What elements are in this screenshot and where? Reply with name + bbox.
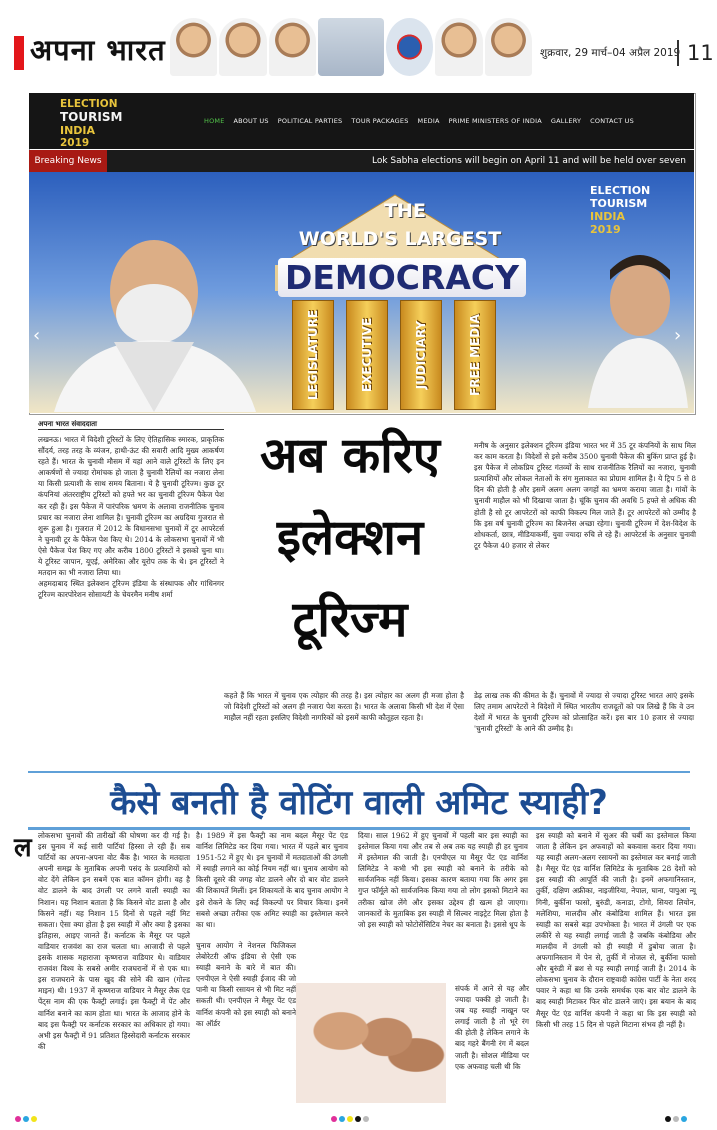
newspaper-brand: अपना भारत: [30, 33, 166, 67]
logo-line: ELECTION: [60, 98, 118, 110]
article2-column-2: है। 1989 में इस फैक्ट्री का नाम बदल मैसूर पेंट एंड वार्निश लिमिटेड कर दिया गया। भारत में पहले बार चुनाव 1951-52 में हुए थे। इन चुनावों में मतदाताओं की उंगली में स्याही लगाने का कोई नियम नहीं था। चुनाव आयोग को किसी दूसरे की जगह वोट डालने और दो बार वोट डालने की शिकायतें मिलीं। इन शिकायतों के बाद चुनाव आयोग ने इसे रोकने के लिए कई विकल्पों पर विचार किया। इनमें सबसे अच्छा तरीका एक अमिट स्याही का इस्तेमाल करने का था।: [196, 831, 348, 929]
headline-line: अब करिए: [260, 427, 440, 484]
badge-line: ELECTION: [590, 184, 651, 197]
logo-line: TOURISM: [60, 110, 123, 124]
pillar-executive: [346, 300, 388, 410]
registration-marks: [330, 1107, 370, 1126]
reg-dot: [331, 1116, 337, 1122]
nav-item-about[interactable]: ABOUT US: [233, 117, 269, 125]
leader-portrait-right: [588, 240, 688, 408]
pillar-label: LEGISLATURE: [306, 309, 320, 401]
badge-line: INDIA: [590, 210, 626, 223]
leader-photo: [170, 18, 217, 76]
slider-next-arrow-icon[interactable]: ›: [674, 325, 682, 346]
article2-column-3: दिया। साल 1962 में हुए चुनावों में पहली बार इस स्याही का इस्तेमाल किया गया और तब से अब तक यह स्याही ही हर चुनाव में इस्तेमाल की जाती है। एनपीएल या मैसूर पेंट एंड वार्निश लिमिटेड ने कभी भी इस स्याही को बनाने के तरीके को सार्वजनिक नहीं किया। इसका कारण बताया गया कि अगर इस गुप्त फॉर्मूले को सार्वजनिक किया गया तो लोग इसको मिटाने का तरीका खोज लेंगे और इसका उद्देश्य ही खत्म हो जाएगा। जानकारों के मुताबिक इस स्याही में सिल्वर नाइट्रेट मिला होता है जो इस स्याही को फोटोसेंसिटिव नेचर का बनाता है। इससे धूप के: [358, 831, 528, 929]
pillar-label: FREE MEDIA: [468, 314, 482, 396]
reg-dot: [23, 1116, 29, 1122]
slider-badge: [590, 184, 685, 244]
drop-cap: ल: [14, 833, 32, 863]
masthead-red-bar: [14, 36, 24, 70]
logo-line: 2019: [60, 137, 90, 149]
headline-line: इलेक्शन: [276, 509, 424, 566]
reg-dot: [673, 1116, 679, 1122]
article-paragraph: डेढ़ लाख तक की कीमत के हैं। चुनावों में ज्यादा से ज्यादा टूरिस्ट भारत आएं इसके लिए तमाम आपरेटरों ने विदेशों में स्थित भारतीय राजदूतों को पत्र लिखे हैं कि वे उन देशों में भारत के चुनावी टूरिज्म को प्रोत्साहित करें। इस बार 10 हजार से ज्यादा 'चुनावी टूरिस्टों' के आने की उम्मीद है।: [474, 691, 694, 734]
article-paragraph: लखनऊ। भारत में विदेशी टूरिस्टों के लिए ऐतिहासिक स्मारक, प्राकृतिक सौंदर्य, तरह तरह के व्यंजन, हाथी-ऊंट की सवारी आदि मुख्य आकर्षण रहते हैं। भारत के चुनावी मौसम में यहां आने वाले टूरिस्टों के लिए इन आकर्षणों से ज्यादा रोमांचक हो जाता है चुनावी रैलियों का नजारा लेना या किसी प्रत्याशी के साथ समय बिताना। ये है चुनावी टूरिज्म। कुछ टूर कंपनियां अंतरराष्ट्रीय टूरिस्टों को हफ्ते भर का चुनावी टूरिज्म पैकेज पेश कर रही हैं। इस पैकेज में पारंपरिक भ्रमण के अलावा राजनीतिक चुनाव प्रचार का नजारा लेना शामिल है। चुनावी टूरिज्म का अग्रदिया गुजरात से शुरू हुआ है। गुजरात में 2012 के विधानसभा चुनावों में टूर आपरेटर्स ने चुनावी टूर के पैकेज पेश किए थे। 2014 के लोकसभा चुनावों में भी ऐसे पैकेज पेश किए गए और करीब 1800 टूरिस्टों ने इसको चुना था। ये टूरिस्ट जापान, यूएई, अमेरिका और यूरोप तक के थे। इन टूरिस्टों ने मतदान का भी नजारा लिया था।: [38, 435, 224, 578]
nav-item-tours[interactable]: TOUR PACKAGES: [351, 117, 409, 125]
publication-date: शुक्रवार, 29 मार्च–04 अप्रैल 2019: [540, 47, 681, 59]
article2-column-1: लोकसभा चुनावों की तारीखों की घोषणा कर दी गई है। इस चुनाव में कई सारी पार्टियां हिस्सा ले रही हैं। सब पार्टियों का अपना-अपना वोट बैंक है। भारत के मतदाता अपनी समझ के मुताबिक अपनी पसंद के प्रत्याशियों को वोट देंगे लेकिन इन सबमें एक बात कॉमन होगी। वह है वोट डालने के बाद उंगली पर लगने वाली स्याही का निशान। यह निशान बताता है कि किसने वोट डाला है और किसने नहीं। यह निशान 15 दिनों से पहले नहीं मिट सकता। ऐसा क्या होता है इस स्याही में और क्या है इसका इतिहास, आइए जानते हैं। कर्नाटक के मैसूर पर पहले वाडियार राजवंश का राज चलता था। आजादी से पहले इसके शासक महाराजा कृष्णराज वाडियार थे। वाडियार राजवंश विश्व के सबसे अमीर राजघरानों में से एक था। इस राजघराने के पास खुद की सोने की खान (गोल्ड माइन) थी। 1937 में कृष्णराज वाडियार ने मैसूर लैक एंड पेंट्स नाम की एक फैक्ट्री लगाई। इस फैक्ट्री में पेंट और वार्निश बनाने का काम होता था। भारत के आजाद होने के बाद इस फैक्ट्री पर कर्नाटक सरकार का अधिकार हो गया। अभी इस फैक्ट्री में 91 प्रतिशत हिस्सेदारी कर्नाटक सरकार की: [38, 831, 190, 1051]
parliament-photo: [318, 18, 384, 76]
byline-divider: [38, 429, 224, 430]
leader-photo: [485, 18, 532, 76]
logo-line: INDIA: [60, 124, 96, 137]
article2-headline: कैसे बनती है वोटिंग वाली अमिट स्याही?: [110, 783, 608, 823]
article2-column-3b: संपर्क में आने से यह और ज्यादा पक्की हो जाती है। जब यह स्याही नाखून पर लगाई जाती है तो भूरे रंग की होती है लेकिन लगाने के बाद गहरे बैंगनी रंग में बदल जाती है। सोशल मीडिया पर एक अफवाह चली थी कि: [455, 984, 529, 1071]
article-byline: अपना भारत संवाददाता: [38, 420, 97, 428]
leader-photo: [269, 18, 316, 76]
slider-title: THE: [384, 200, 426, 222]
breaking-news-label: Breaking News: [29, 150, 107, 172]
reg-dot: [15, 1116, 21, 1122]
page-number: 11: [677, 40, 714, 66]
pillar-legislature: [292, 300, 334, 410]
nav-item-media[interactable]: MEDIA: [417, 117, 440, 125]
article-paragraph: अहमदाबाद स्थित इलेक्शन टूरिज्म इंडिया के संस्थापक और गांधिनगर टूरिज्म कारपोरेशन सोसायटी के चेयरमैन मनीष शर्मा: [38, 579, 224, 600]
reg-dot: [665, 1116, 671, 1122]
inked-finger-photo: [296, 983, 446, 1103]
article2-column-2b: चुनाव आयोग ने नेशनल फिजिकल लेबोरेटरी ऑफ इंडिया से ऐसी एक स्याही बनाने के बारे में बात की। एनपीएल ने ऐसी स्याही ईजाद की जो पानी या किसी रसायन से भी मिट नहीं सकती थी। एनपीएल ने मैसूर पेंट एंड वार्निश कंपनी को इस स्याही को बनाने का ऑर्डर: [196, 941, 296, 1028]
article1-left-column: [38, 434, 224, 760]
website-nav: [204, 117, 634, 125]
article1-headline: [230, 415, 470, 661]
registration-marks: [664, 1107, 688, 1126]
article-paragraph: कहते हैं कि भारत में चुनाव एक त्योहार की तरह है। इस त्योहार का अलग ही मजा होता है जो विदेशी टूरिस्टों को अलग ही नजारा पेश करता है। भारत के अलावा किसी भी देश में ऐसा माहौल नहीं रहता इसलिए विदेशी नागरिकों को इसमें काफी कौतूहल रहता है।: [224, 691, 464, 723]
leader-portrait-left: [34, 222, 264, 412]
reg-dot: [31, 1116, 37, 1122]
reg-dot: [347, 1116, 353, 1122]
slider-title-democracy: DEMOCRACY: [278, 258, 526, 297]
badge-line: TOURISM: [590, 197, 648, 210]
headline-rule-top: [28, 771, 690, 773]
breaking-news-ticker[interactable]: Lok Sabha elections will begin on April 11 and will be held over seven: [372, 156, 687, 166]
article1-bottom-row: [224, 690, 694, 750]
badge-line: 2019: [590, 223, 621, 236]
slider-prev-arrow-icon[interactable]: ‹: [33, 325, 41, 346]
pillar-label: EXECUTIVE: [360, 317, 374, 393]
nav-item-parties[interactable]: POLITICAL PARTIES: [277, 117, 343, 125]
article2-column-4: इस स्याही को बनाने में सुअर की चर्बी का इस्तेमाल किया जाता है लेकिन इन अफवाहों को बकवास करार दिया गया। यह स्याही अलग-अलग रसायनों का इस्तेमाल कर बनाई जाती है। मैसूर पेंट एंड वार्निश लिमिटेड के मुताबिक 28 देशों को इस स्याही की आपूर्ति की जाती है। इनमें अफगानिस्तान, तुर्की, दक्षिण अफ्रीका, नाइजीरिया, नेपाल, घाना, पापुआ न्यू गिनी, बुर्कीना फासो, बुरुंडी, कनाडा, टोगो, सियरा लियोन, मलेशिया, मालदीव और कंबोडिया शामिल हैं। भारत इस स्याही का सबसे बड़ा उपभोक्ता है। भारत में उंगली पर एक लकीरें से यह स्याही लगाई जाती है जबकि कंबोडिया और मालदीव में उंगली को ही स्याही में डुबोया जाता है। अफगानिस्तान में पेन से, तुर्की में नोजल से, बुर्कीना फासो और बुरुंडी में ब्रश से यह स्याही लगाई जाती है। 2014 के लोकसभा चुनाव के दौरान राष्ट्रवादी कांग्रेस पार्टी के नेता शरद पवार ने कहा था कि उनके समर्थक एक बार वोट डालने के बाद स्याही मिटाकर फिर वोट डालने जाएं। इस बयान के बाद मैसूर पेंट एंड वार्निश कंपनी ने कहा था कि इस स्याही को किसी भी तरह 15 दिन से पहले मिटाना संभव ही नहीं है।: [536, 831, 696, 1029]
nav-item-contact[interactable]: CONTACT US: [590, 117, 634, 125]
headline-line: टूरिज्म: [292, 591, 408, 648]
nav-item-prime-ministers[interactable]: PRIME MINISTERS OF INDIA: [448, 117, 542, 125]
leader-photo: [435, 18, 482, 76]
registration-marks: [14, 1107, 38, 1126]
reg-dot: [355, 1116, 361, 1122]
election-logo-icon: [386, 18, 433, 76]
pillar-judiciary: [400, 300, 442, 410]
slider-title: WORLD'S LARGEST: [298, 228, 502, 250]
pillar-free-media: [454, 300, 496, 410]
nav-item-gallery[interactable]: GALLERY: [550, 117, 582, 125]
pillar-label: JUDICIARY: [414, 320, 428, 390]
reg-dot: [681, 1116, 687, 1122]
reg-dot: [339, 1116, 345, 1122]
reg-dot: [363, 1116, 369, 1122]
leader-photo: [219, 18, 266, 76]
article1-right-column: मनीष के अनुसार इलेक्शन टूरिज्म इंडिया भारत भर में 35 टूर कंपनियों के साथ मिल कर काम करता है। विदेशों से इसे करीब 3500 चुनावी पैकेज की बुकिंग प्राप्त हुई है। इस पैकेज में लोकप्रिय टूरिस्ट गंतव्यों के साथ राजनीतिक रैलियों का नजारा, चुनावी प्रत्याशियों और लोकल नेताओं के संग मुलाकात का प्रोग्राम शामिल है। ये ट्रिप 5 से 8 दिन की होती है और इसमें अलग अलग जगहों का भ्रमण कराया जाता है। गांवों के चुनावी माहौल को भी दिखाया जाता है। चूंकि चुनाव की अवधि 5 हफ्ते से अधिक की होती है सो टूर आपरेटरों को काफी विकल्प मिल जाते हैं। टूर आपरेटरों को उम्मीद है कि इस वर्ष चुनावी टूरिज्म का बिजनेस अच्छा रहेगा। चुनावी टूरिज्म में देश-विदेश के शोधकर्ता, छात्र, मीडियाकर्मी, युवा ज्यादा रुचि ले रहे हैं। आपरेटर्स के अनुसार चुनावी टूर पैकेज 40 हजार से लेकर: [474, 441, 696, 550]
leaders-photo-strip: [170, 14, 532, 76]
election-tourism-logo: [60, 98, 160, 149]
nav-item-home[interactable]: HOME: [204, 117, 225, 125]
